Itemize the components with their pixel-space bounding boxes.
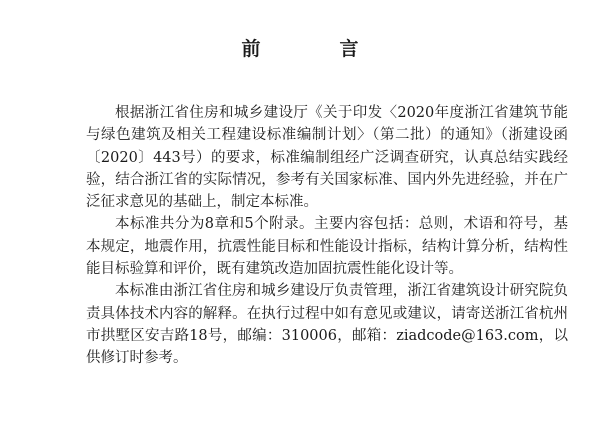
paragraph-contents: 本标准共分为8章和5个附录。主要内容包括：总则，术语和符号，基本规定，地震作用，抗震性能目标和性能设计指标，结构计算分析，结构性能目标验算和评价，既有建筑改造加固抗震性能化设计等。: [86, 216, 568, 278]
paragraph-management: 本标准由浙江省住房和城乡建设厅负责管理，浙江省建筑设计研究院负责具体技术内容的解释。在执行过程中如有意见或建议，请寄送浙江省杭州市拱墅区安吉路18号，邮编：310006，邮箱：ziadcode@163.com，以供修订时参考。: [86, 283, 568, 367]
preface-body: [86, 102, 568, 370]
page-title: 前 言: [241, 38, 389, 60]
paragraph-basis: 根据浙江省住房和城乡建设厅《关于印发〈2020年度浙江省建筑节能与绿色建筑及相关工程建设标准编制计划〉（第二批）的通知》（浙建设函〔2020〕443号）的要求，标准编制组经广泛调查研究，认真总结实践经验，结合浙江省的实际情况，参考有关国家标准、国内外先进经验，并在广泛征求意见的基础上，制定本标准。: [86, 105, 568, 211]
